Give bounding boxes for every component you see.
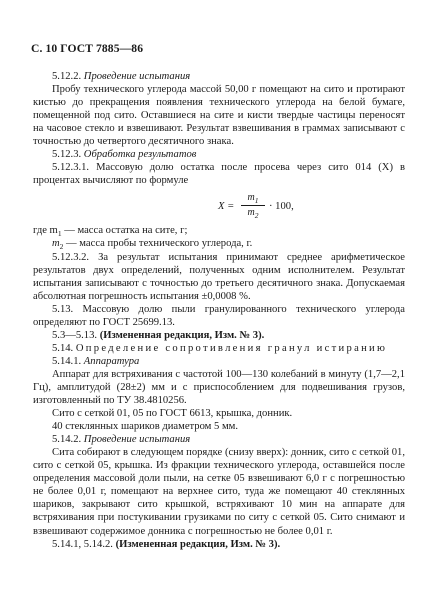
section-5-12-3-heading: 5.12.3. Обработка результатов <box>52 149 197 161</box>
paragraph-formula-intro: 5.12.3.1. Массовую долю остатка после просева через сито 014 (X) в процентах вычисляют по формуле <box>33 162 405 187</box>
amendment-note-1: 5.3—5.13. (Измененная редакция, Изм. № 3). <box>52 329 265 341</box>
fraction-bar <box>241 205 265 206</box>
section-5-12-2-heading: 5.12.2. Проведение испытания <box>52 71 191 82</box>
paragraph-result-average: 5.12.3.2. За результат испытания принимают среднее арифметическое результатов двух определений, полученных одним исполнителем. Результат испытания записывают с точностью до третьего десятичного знака. Допускаемая абсолютная погрешность испытания ±0,0008 %. <box>33 251 405 302</box>
document-body <box>33 70 405 551</box>
section-5-14-heading: 5.14. Определение сопротивления гранул истиранию <box>52 342 388 354</box>
paragraph-apparatus: Аппарат для встряхивания с частотой 100—130 колебаний в минуту (1,7—2,1 Гц), амплитудой (28±2) мм и с приспособлением для подвешивания грузов, изготовленный по ТУ 38.4810256. <box>33 368 405 407</box>
definition-m2: $m_2$ — масса пробы технического углерода, г. <box>52 238 253 252</box>
residue-formula <box>73 192 405 220</box>
paragraph-dust-content: 5.13. Массовую долю пыли гранулированного технического углерода определяют по ГОСТ 25699.13. <box>33 303 405 328</box>
section-5-14-1-heading: 5.14.1. Аппаратура <box>52 355 140 367</box>
formula-fraction <box>241 192 265 219</box>
paragraph-glass-balls: 40 стеклянных шариков диаметром 5 мм. <box>52 421 239 433</box>
formula-multiplier: · 100, <box>269 201 294 213</box>
paragraph-abrasion-procedure: Сита собирают в следующем порядке (снизу вверх): донник, сито с сеткой 01, сито с сеткой 05, крышка. Из фракции технического углерода, оставшейся после определения массовой доли пыли, на сетке 05 взвешивают 6,0 г с погрешностью не более 0,01 г, помещают на верхнее сито, туда же помещают 40 стеклянных шариков, закрывают сито крышкой, встряхивают 10 мин на аппарате для встряхивания при постукивании грузиками по ситу с сеткой 05. Сито снимают и взвешивают содержимое донника с погрешностью не более 0,01 г. <box>33 447 405 537</box>
page-header: С. 10 ГОСТ 7885—86 <box>31 42 144 55</box>
formula-denominator: $m_2$ <box>247 207 259 221</box>
definition-m1: где $m_1$ — масса остатка на сите, г; <box>33 225 188 239</box>
paragraph-sample-procedure: Пробу технического углерода массой 50,00 г помещают на сито и протирают кистью до прекращения появления технического углерода на белой бумаге, помещенной под сито. Оставшиеся на сите и кисти твердые частицы переносят на часовое стекло и взвешивают. Результат взвешивания в граммах записывают с точностью до четвертого десятичного знака. <box>33 84 405 148</box>
amendment-note-2: 5.14.1, 5.14.2. (Измененная редакция, Изм. № 3). <box>52 538 281 550</box>
section-5-14-2-heading: 5.14.2. Проведение испытания <box>52 434 191 446</box>
formula-lhs: X = <box>218 201 235 213</box>
formula-numerator: $m_1$ <box>247 192 259 206</box>
paragraph-sieve: Сито с сеткой 01, 05 по ГОСТ 6613, крышка, донник. <box>52 408 293 420</box>
